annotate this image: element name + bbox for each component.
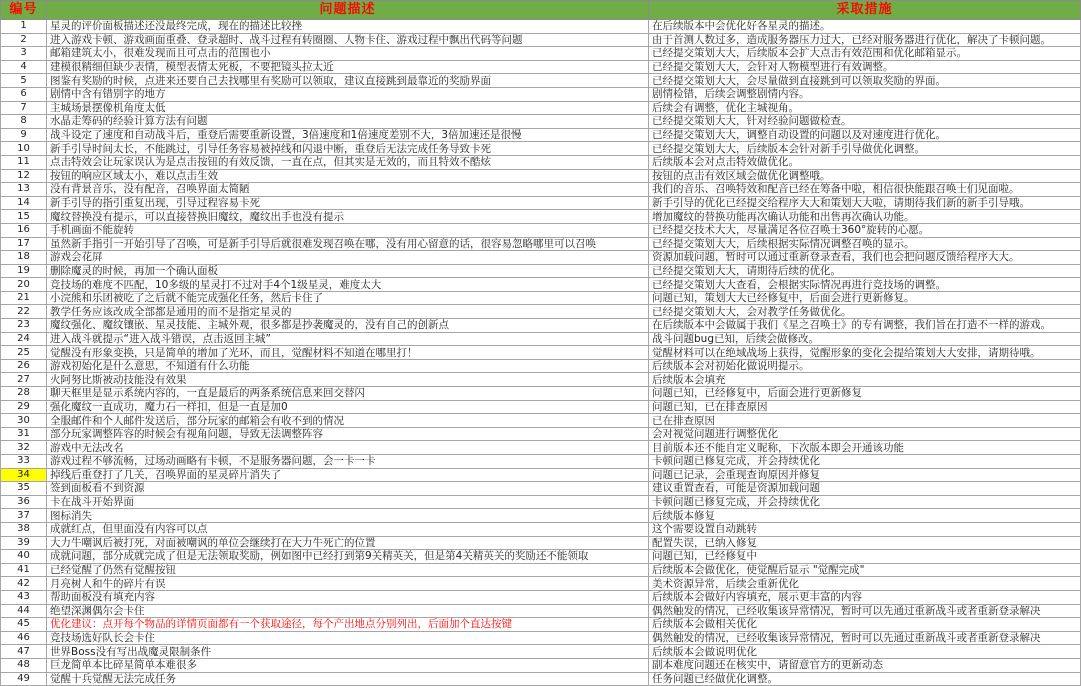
- cell-number[interactable]: 12: [1, 169, 47, 183]
- cell-number[interactable]: 43: [1, 590, 47, 604]
- cell-action[interactable]: 任务问题已经做优化调整。: [649, 672, 1081, 686]
- cell-action[interactable]: 后续版本会做优化，使觉醒后显示 "觉醒完成": [649, 563, 1081, 577]
- cell-action[interactable]: 后续版本会对点击特效做优化。: [649, 155, 1081, 169]
- table-row: [1, 155, 1081, 169]
- table-row: [1, 47, 1081, 61]
- cell-action[interactable]: 已经提交策划大大，后续版本会扩大点击有效范围和优化邮箱显示。: [649, 47, 1081, 61]
- cell-description[interactable]: 竞技场选好队长会卡住: [47, 631, 649, 645]
- cell-action[interactable]: 后续版本会做好内容填充，展示更丰富的内容: [649, 590, 1081, 604]
- table-row: [1, 441, 1081, 455]
- cell-description[interactable]: 强化魔纹一直成功，魔力石一样扣，但是一直是加0: [47, 400, 649, 414]
- cell-number[interactable]: 46: [1, 631, 47, 645]
- cell-action[interactable]: 已在排查原因: [649, 414, 1081, 428]
- table-row: [1, 522, 1081, 536]
- cell-description[interactable]: 新手引导时间太长，不能跳过，引导任务容易被掉线和闪退中断，重登后无法完成任务导致卡死: [47, 142, 649, 156]
- cell-action[interactable]: 战斗问题bug已知，后续会做修改。: [649, 332, 1081, 346]
- table-row: [1, 142, 1081, 156]
- table-row: [1, 414, 1081, 428]
- table-row: [1, 427, 1081, 441]
- cell-number[interactable]: 33: [1, 455, 47, 469]
- table-row: [1, 196, 1081, 210]
- table-row: [1, 332, 1081, 346]
- cell-action[interactable]: 已经提交策划大大，针对经验问题做检查。: [649, 115, 1081, 129]
- cell-number[interactable]: 27: [1, 373, 47, 387]
- cell-action[interactable]: 已经提交策划大大，会针对人物模型进行有效调整。: [649, 60, 1081, 74]
- cell-number[interactable]: 20: [1, 278, 47, 292]
- cell-description[interactable]: 签到面板看不到资源: [47, 482, 649, 496]
- table-row: [1, 618, 1081, 632]
- cell-action[interactable]: 卡顿问题已修复完成，并会持续优化: [649, 455, 1081, 469]
- header-num[interactable]: 编号: [1, 1, 47, 20]
- cell-number[interactable]: 37: [1, 509, 47, 523]
- cell-action[interactable]: 配置失误，已纳入修复: [649, 536, 1081, 550]
- cell-action[interactable]: 问题已知，已经修复中，后面会进行更新修复: [649, 387, 1081, 401]
- cell-description[interactable]: 主城场景摆像机角度太低: [47, 101, 649, 115]
- table-row: [1, 115, 1081, 129]
- table-row: [1, 604, 1081, 618]
- cell-action[interactable]: 目前版本还不能自定义昵称，下次版本即会开通该功能: [649, 441, 1081, 455]
- cell-action[interactable]: 已经提交策划大大，后续根据实际情况调整召唤的显示。: [649, 237, 1081, 251]
- cell-action[interactable]: 后续版本会对初始化做说明提示。: [649, 359, 1081, 373]
- table-row: [1, 60, 1081, 74]
- cell-action[interactable]: 这个需要设置自动跳转: [649, 522, 1081, 536]
- cell-description[interactable]: 删除魔灵的时候，再加一个确认面板: [47, 264, 649, 278]
- cell-number[interactable]: 41: [1, 563, 47, 577]
- cell-action[interactable]: 偶然触发的情况，已经收集该异常情况，暂时可以先通过重新战斗或者重新登录解决: [649, 631, 1081, 645]
- cell-number[interactable]: 2: [1, 33, 47, 47]
- cell-description[interactable]: 巨龙简单本比碎星简单本难很多: [47, 658, 649, 672]
- cell-action[interactable]: 新手引导的优化已经提交给程序大大和策划大大啦，请期待我们新的新手引导哦。: [649, 196, 1081, 210]
- cell-description[interactable]: 月亮树人和牛的碎片有误: [47, 577, 649, 591]
- table-row: [1, 577, 1081, 591]
- table-row: [1, 645, 1081, 659]
- cell-number[interactable]: 19: [1, 264, 47, 278]
- table-body: [1, 20, 1081, 686]
- cell-action[interactable]: 问题已知，已经修复中: [649, 550, 1081, 564]
- cell-description[interactable]: 水晶走筹码的经验计算方法有问题: [47, 115, 649, 129]
- cell-number[interactable]: 47: [1, 645, 47, 659]
- cell-description[interactable]: 没有背景音乐，没有配音，召唤界面太简陋: [47, 183, 649, 197]
- cell-description[interactable]: 图标消失: [47, 509, 649, 523]
- cell-description[interactable]: 点击特效会让玩家误认为是点击按钮的有效反馈，一直在点，但其实是无效的，而且特效不酷炫: [47, 155, 649, 169]
- cell-action[interactable]: 已经提交策划大大，会对教学任务做优化。: [649, 305, 1081, 319]
- cell-number[interactable]: 10: [1, 142, 47, 156]
- table-row: [1, 101, 1081, 115]
- cell-number[interactable]: 30: [1, 414, 47, 428]
- cell-action[interactable]: 在后续版本中会优化好各星灵的描述。: [649, 20, 1081, 34]
- cell-description[interactable]: 全服邮件和个人邮件发送后，部分玩家的邮箱会有收不到的情况: [47, 414, 649, 428]
- table-row: [1, 319, 1081, 333]
- cell-number[interactable]: 14: [1, 196, 47, 210]
- cell-action[interactable]: 增加魔纹的替换功能再次确认功能和出售再次确认功能。: [649, 210, 1081, 224]
- cell-description[interactable]: 小浣熊和乐团被吃了之后就不能完成强化任务，然后卡住了: [47, 291, 649, 305]
- cell-description[interactable]: 已经觉醒了仍然有觉醒按钮: [47, 563, 649, 577]
- cell-description[interactable]: 世界Boss没有写出战魔灵限制条件: [47, 645, 649, 659]
- cell-description[interactable]: 魔纹强化、魔纹镶嵌、星灵技能、主城外观，很多都是抄袭魔灵的，没有自己的创新点: [47, 319, 649, 333]
- cell-action[interactable]: 卡顿问题已修复完成，并会持续优化: [649, 495, 1081, 509]
- cell-number[interactable]: 34: [1, 468, 47, 482]
- cell-number[interactable]: 22: [1, 305, 47, 319]
- table-row: [1, 33, 1081, 47]
- cell-number[interactable]: 9: [1, 128, 47, 142]
- cell-number[interactable]: 3: [1, 47, 47, 61]
- table-row: [1, 278, 1081, 292]
- cell-description[interactable]: 部分玩家调整阵容的时候会有视角问题，导致无法调整阵容: [47, 427, 649, 441]
- cell-description[interactable]: 手机画面不能旋转: [47, 223, 649, 237]
- cell-number[interactable]: 32: [1, 441, 47, 455]
- cell-action[interactable]: 后续版本修复: [649, 509, 1081, 523]
- table-row: [1, 455, 1081, 469]
- table-row: [1, 87, 1081, 101]
- cell-action[interactable]: 已经提交技术大大，尽量满足各位召唤士360°旋转的心愿。: [649, 223, 1081, 237]
- table-row: [1, 74, 1081, 88]
- cell-number[interactable]: 16: [1, 223, 47, 237]
- cell-action[interactable]: 剧情检错，后续会调整剧情内容。: [649, 87, 1081, 101]
- cell-number[interactable]: 17: [1, 237, 47, 251]
- cell-description[interactable]: 邮箱建筑太小，很难发现而且可点击的范围也小: [47, 47, 649, 61]
- table-row: [1, 400, 1081, 414]
- table-row: [1, 237, 1081, 251]
- cell-number[interactable]: 31: [1, 427, 47, 441]
- cell-description[interactable]: 图鉴有奖励的时候，点进来还要自己去找哪里有奖励可以领取，建议直接跳到最靠近的奖励界面: [47, 74, 649, 88]
- cell-action[interactable]: 在后续版本中会做属于我们《星之召唤士》的专有调整，我们旨在打造不一样的游戏。: [649, 319, 1081, 333]
- cell-action[interactable]: 偶然触发的情况，已经收集该异常情况，暂时可以先通过重新战斗或者重新登录解决: [649, 604, 1081, 618]
- table-row: [1, 373, 1081, 387]
- cell-number[interactable]: 28: [1, 387, 47, 401]
- cell-action[interactable]: 已经提交策划大大，请期待后续的优化。: [649, 264, 1081, 278]
- table-row: [1, 509, 1081, 523]
- cell-description[interactable]: 魔纹替换没有提示，可以直接替换旧魔纹，魔纹出手也没有提示: [47, 210, 649, 224]
- table-row: [1, 210, 1081, 224]
- table-row: [1, 169, 1081, 183]
- cell-description[interactable]: 觉醒十兵觉醒无法完成任务: [47, 672, 649, 686]
- table-row: [1, 658, 1081, 672]
- cell-number[interactable]: 49: [1, 672, 47, 686]
- cell-number[interactable]: 40: [1, 550, 47, 564]
- cell-description[interactable]: 竞技场的难度不匹配，10多级的星灵打不过对手4个1级星灵，难度太大: [47, 278, 649, 292]
- cell-description[interactable]: 按钮的响应区域太小，难以点击生效: [47, 169, 649, 183]
- cell-description[interactable]: 游戏初始化是什么意思，不知道有什么功能: [47, 359, 649, 373]
- header-row: [1, 1, 1081, 20]
- table-row: [1, 264, 1081, 278]
- cell-description[interactable]: 星灵的评价面板描述还没最终完成，现在的描述比较挫: [47, 20, 649, 34]
- cell-number[interactable]: 21: [1, 291, 47, 305]
- table-row: [1, 590, 1081, 604]
- cell-number[interactable]: 39: [1, 536, 47, 550]
- cell-description[interactable]: 卡在战斗开始界面: [47, 495, 649, 509]
- cell-description[interactable]: 成就红点，但里面没有内容可以点: [47, 522, 649, 536]
- cell-number[interactable]: 7: [1, 101, 47, 115]
- cell-description[interactable]: 火阿努比斯被动技能没有效果: [47, 373, 649, 387]
- cell-action[interactable]: 建议重置查看，可能是资源加载问题: [649, 482, 1081, 496]
- table-row: [1, 183, 1081, 197]
- cell-action[interactable]: 副本难度问题还在核实中，请留意官方的更新动态: [649, 658, 1081, 672]
- cell-action[interactable]: 已经提交策划大大查看，会根据实际情况再进行竞技场的调整。: [649, 278, 1081, 292]
- cell-number[interactable]: 29: [1, 400, 47, 414]
- cell-action[interactable]: 问题已知，已在排查原因: [649, 400, 1081, 414]
- cell-description[interactable]: 教学任务应该改成全部都是通用的而不是指定星灵的: [47, 305, 649, 319]
- cell-number[interactable]: 44: [1, 604, 47, 618]
- cell-number[interactable]: 1: [1, 20, 47, 34]
- table-row: [1, 563, 1081, 577]
- cell-action[interactable]: 后续会有调整，优化主城视角。: [649, 101, 1081, 115]
- cell-description[interactable]: 帮助面板没有填充内容: [47, 590, 649, 604]
- cell-action[interactable]: 问题已记录，会重现查询原因并修复: [649, 468, 1081, 482]
- cell-action[interactable]: 已经提交策划大大，调整自动设置的问题以及对速度进行优化。: [649, 128, 1081, 142]
- table-row: [1, 495, 1081, 509]
- cell-description[interactable]: 进入战斗就提示“进入战斗错误，点击返回主城”: [47, 332, 649, 346]
- cell-description[interactable]: 建模很精细但缺少表情，模型表情太死板，不要把镜头拉太近: [47, 60, 649, 74]
- cell-description[interactable]: 成就问题，部分成就完成了但是无法领取奖励，例如图中已经打到第9关精英关，但是第4关精英关的奖励还不能领取: [47, 550, 649, 564]
- cell-description[interactable]: 游戏会花屏: [47, 251, 649, 265]
- cell-description[interactable]: 优化建议：点开每个物品的详情页面都有一个获取途径，每个产出地点分别列出，后面加个直达按键: [47, 618, 649, 632]
- table-row: [1, 482, 1081, 496]
- table-row: [1, 128, 1081, 142]
- cell-number[interactable]: 4: [1, 60, 47, 74]
- cell-number[interactable]: 36: [1, 495, 47, 509]
- cell-description[interactable]: 游戏过程不够流畅，过场动画略有卡顿，不是服务器问题，会一卡一卡: [47, 455, 649, 469]
- table-row: [1, 631, 1081, 645]
- cell-number[interactable]: 48: [1, 658, 47, 672]
- cell-description[interactable]: 剧情中含有错别字的地方: [47, 87, 649, 101]
- cell-number[interactable]: 35: [1, 482, 47, 496]
- table-row: [1, 468, 1081, 482]
- cell-description[interactable]: 战斗设定了速度和自动战斗后，重登后需要重新设置，3倍速度和1倍速度差别不大，3倍加速还是很慢: [47, 128, 649, 142]
- cell-action[interactable]: 已经提交策划大大，会尽量做到直接跳到可以领取奖励的界面。: [649, 74, 1081, 88]
- cell-description[interactable]: 觉醒没有形象变换，只是简单的增加了光环，而且，觉醒材料不知道在哪里打！: [47, 346, 649, 360]
- cell-description[interactable]: 虽然新手指引一开始引导了召唤，可是新手引导后就很难发现召唤在哪，没有用心留意的话，很容易忽略哪里可以召唤: [47, 237, 649, 251]
- cell-description[interactable]: 掉线后重登打了几关，召唤界面的星灵碎片消失了: [47, 468, 649, 482]
- header-desc[interactable]: 问题描述: [47, 1, 649, 20]
- cell-number[interactable]: 25: [1, 346, 47, 360]
- cell-number[interactable]: 42: [1, 577, 47, 591]
- cell-action[interactable]: 已经提交策划大大，后续版本会针对新手引导做优化调整。: [649, 142, 1081, 156]
- cell-action[interactable]: 由于首测人数过多，造成服务器压力过大，已经对服务器进行优化，解决了卡顿问题。: [649, 33, 1081, 47]
- table-row: [1, 305, 1081, 319]
- cell-number[interactable]: 38: [1, 522, 47, 536]
- table-row: [1, 251, 1081, 265]
- cell-action[interactable]: 美术资源异常，后续会重新优化: [649, 577, 1081, 591]
- cell-action[interactable]: 后续版本会做说明优化: [649, 645, 1081, 659]
- cell-action[interactable]: 问题已知，策划大大已经修复中，后面会进行更新修复。: [649, 291, 1081, 305]
- cell-number[interactable]: 5: [1, 74, 47, 88]
- cell-action[interactable]: 觉醒材料可以在绝域战场上获得，觉醒形象的变化会提给策划大大安排，请期待哦。: [649, 346, 1081, 360]
- cell-action[interactable]: 资源加载问题，暂时可以通过重新登录查看，我们也会把问题反馈给程序大大。: [649, 251, 1081, 265]
- table-row: [1, 223, 1081, 237]
- cell-description[interactable]: 游戏中无法改名: [47, 441, 649, 455]
- cell-action[interactable]: 我们的音乐、召唤特效和配音已经在筹备中啦，相信很快能跟召唤士们见面啦。: [649, 183, 1081, 197]
- cell-description[interactable]: 新手引导的指引重复出现，引导过程容易卡死: [47, 196, 649, 210]
- cell-description[interactable]: 大力牛嘲讽后被打死，对面被嘲讽的单位会继续打在大力牛死亡的位置: [47, 536, 649, 550]
- table-row: [1, 387, 1081, 401]
- cell-number[interactable]: 23: [1, 319, 47, 333]
- cell-number[interactable]: 11: [1, 155, 47, 169]
- cell-number[interactable]: 13: [1, 183, 47, 197]
- table-row: [1, 550, 1081, 564]
- cell-number[interactable]: 18: [1, 251, 47, 265]
- cell-number[interactable]: 26: [1, 359, 47, 373]
- cell-number[interactable]: 15: [1, 210, 47, 224]
- cell-number[interactable]: 45: [1, 618, 47, 632]
- table-row: [1, 672, 1081, 686]
- cell-description[interactable]: 进入游戏卡顿、游戏画面重叠、登录超时、战斗过程有转圈圈、人物卡住、游戏过程中飘出代码等问题: [47, 33, 649, 47]
- cell-description[interactable]: 绝望深渊偶尔会卡住: [47, 604, 649, 618]
- cell-action[interactable]: 后续版本会填充: [649, 373, 1081, 387]
- cell-action[interactable]: 按钮的点击有效区域会做优化调整哦。: [649, 169, 1081, 183]
- header-action[interactable]: 采取措施: [649, 1, 1081, 20]
- table-row: [1, 536, 1081, 550]
- cell-number[interactable]: 24: [1, 332, 47, 346]
- table-row: [1, 359, 1081, 373]
- cell-description[interactable]: 聊天框里是显示系统内容的，一直是最后的两条系统信息来回交替闪: [47, 387, 649, 401]
- cell-action[interactable]: 后续版本会做相关优化: [649, 618, 1081, 632]
- table-row: [1, 346, 1081, 360]
- table-row: [1, 291, 1081, 305]
- cell-number[interactable]: 8: [1, 115, 47, 129]
- cell-number[interactable]: 6: [1, 87, 47, 101]
- cell-action[interactable]: 会对视觉问题进行调整优化: [649, 427, 1081, 441]
- table-row: [1, 20, 1081, 34]
